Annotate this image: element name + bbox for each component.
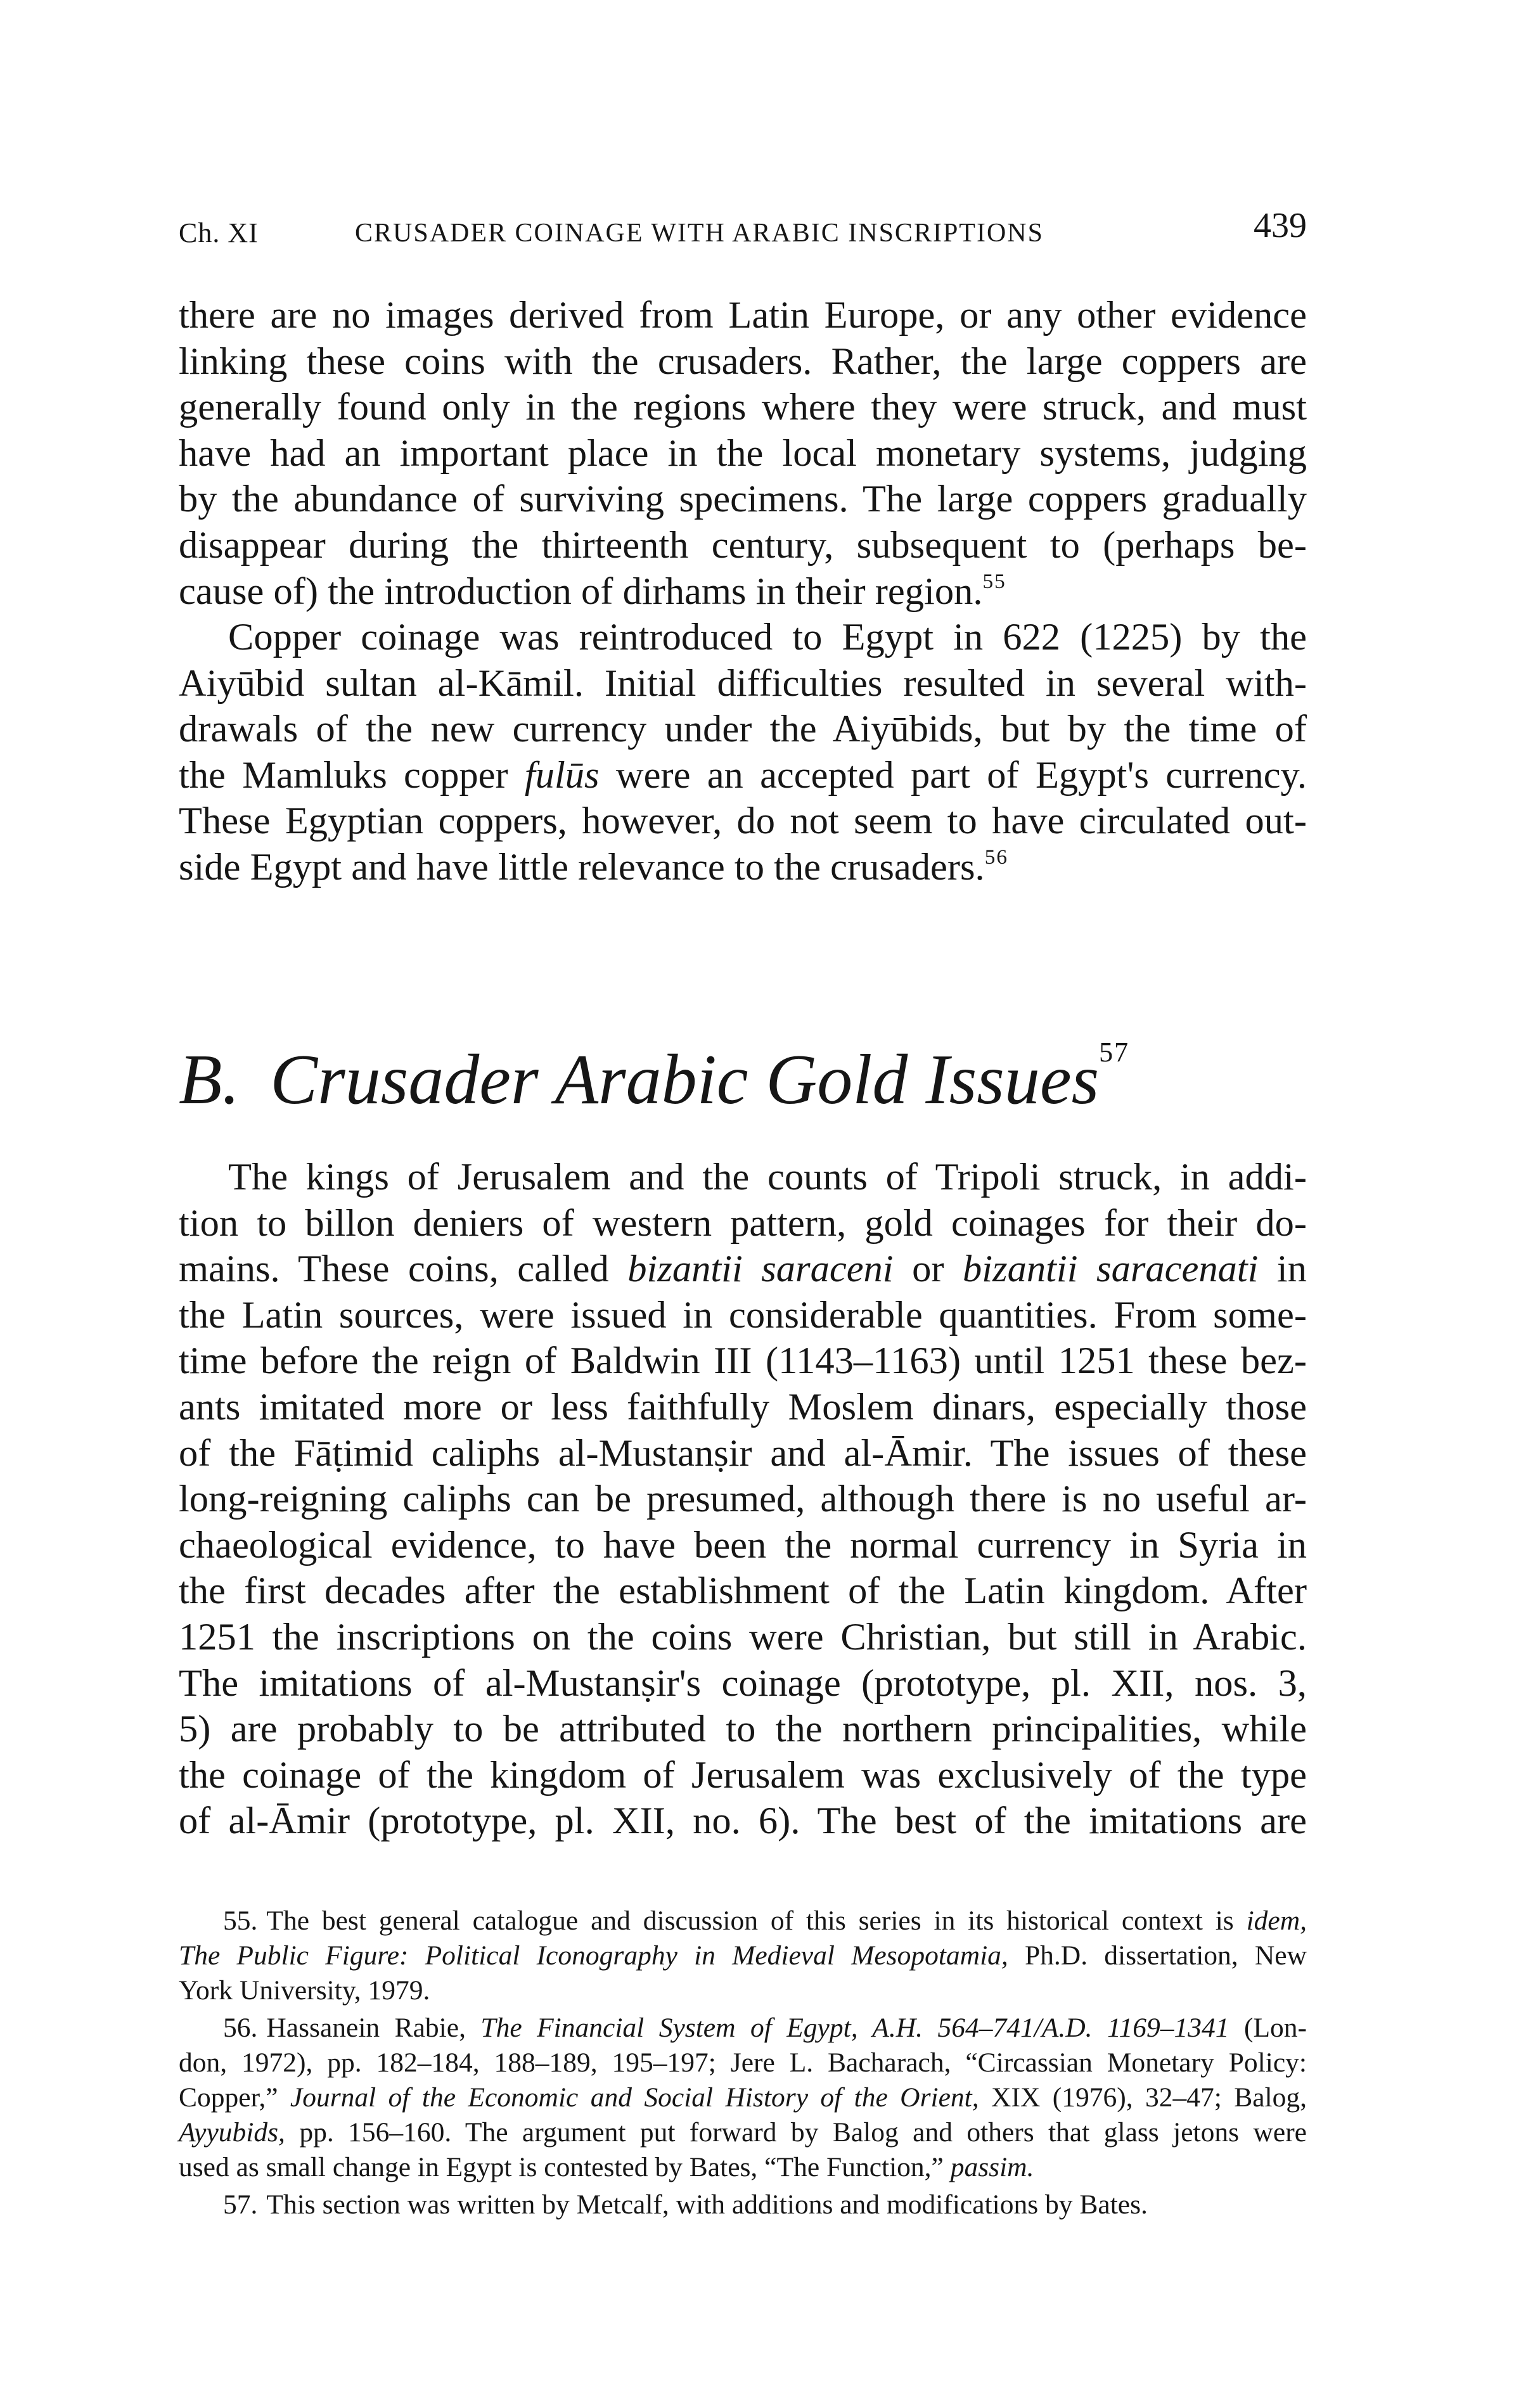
text-line: 1251 the inscriptions on the coins were Christian, but still in Arabic. (179, 1615, 1307, 1658)
text-line: the first decades after the establishment of the Latin kingdom. After (179, 1570, 1307, 1613)
italic-title: Journal of the Economic and Social History of the Orient, (290, 2082, 979, 2113)
text-segment: cause of) the introduction of dirhams in their region. (179, 570, 983, 613)
text-line (179, 753, 1307, 799)
text-segment: pp. 156–160. The argument put forward by Balog and others that glass jetons were (285, 2117, 1307, 2148)
text-segment: Copper,” (179, 2082, 290, 2113)
section-title: Crusader Arabic Gold Issues (270, 1041, 1100, 1119)
text-segment: the Mamluks copper (179, 753, 525, 797)
footnote-57 (179, 2187, 1307, 2222)
footnote-56 (179, 2011, 1307, 2185)
text-line: York University, 1979. (179, 1975, 430, 2006)
text-line: disappear during the thirteenth century, subsequent to (perhaps be- (179, 523, 1307, 567)
text-line (179, 569, 1307, 615)
text-line (179, 2150, 1307, 2185)
text-segment: XIX (1976), 32–47; Balog, (979, 2082, 1307, 2113)
text-line (179, 1246, 1307, 1293)
section-letter: B. (179, 1041, 240, 1119)
text-line (179, 1155, 1307, 1201)
text-line: don, 1972), pp. 182–184, 188–189, 195–197; Jere L. Bacharach, “Circassian Monetary Policy: (179, 2047, 1307, 2078)
footnote-number: 56. (223, 2013, 258, 2043)
text-line: the Latin sources, were issued in considerable quantities. From some- (179, 1293, 1307, 1336)
text-line: by the abundance of surviving specimens. The large coppers gradually (179, 478, 1307, 521)
footnote-ref-56: 56 (984, 845, 1008, 869)
text-segment: Ph.D. dissertation, New (1008, 1940, 1307, 1971)
footnote-ref-55: 55 (982, 569, 1006, 593)
paragraph-2 (179, 615, 1307, 891)
text-line (179, 845, 1307, 891)
text-line (179, 2115, 1307, 2150)
italic-term: bizantii saracenati (963, 1248, 1259, 1291)
text-line: have had an important place in the local monetary systems, judging (179, 432, 1307, 475)
footnote-number: 57. (223, 2189, 258, 2220)
italic-term: bizantii saraceni (627, 1248, 894, 1291)
text-line: tion to billon deniers of western pattern, gold coinages for their do- (179, 1201, 1307, 1245)
chapter-label: Ch. XI (179, 217, 259, 248)
text-line (179, 1904, 1307, 1938)
italic-term: fulūs (524, 753, 600, 797)
text-line: 5) are probably to be attributed to the northern principalities, while (179, 1708, 1307, 1751)
text-line: of the Fāṭimid caliphs al-Mustanṣir and al-Āmir. The issues of these (179, 1431, 1307, 1475)
text-line (179, 2080, 1307, 2115)
text-line: of al-Āmir (prototype, pl. XII, no. 6). The best of the imitations are (179, 1800, 1307, 1843)
text-line: there are no images derived from Latin Europe, or any other evidence (179, 294, 1307, 336)
footnotes (179, 1904, 1307, 2225)
italic-title: The Financial System of Egypt, A.H. 564–741/A.D. 1169–1341 (480, 2013, 1229, 2043)
text-line: These Egyptian coppers, however, do not seem to have circulated out- (179, 800, 1307, 843)
text-line (179, 2011, 1307, 2046)
footnote-number: 55. (223, 1905, 258, 1936)
footnote-ref-57: 57 (1099, 1037, 1130, 1068)
italic-term: passim. (950, 2152, 1034, 2182)
text-segment: Copper coinage was reintroduced to Egypt in 622 (1225) by the (228, 616, 1307, 658)
text-segment: (Lon- (1229, 2013, 1307, 2043)
text-segment: This section was written by Metcalf, with additions and modifications by Bates. (266, 2189, 1148, 2220)
text-segment: used as small change in Egypt is contested by Bates, “The Function,” (179, 2152, 951, 2182)
text-segment: The kings of Jerusalem and the counts of Tripoli struck, in addi- (228, 1156, 1307, 1198)
text-segment: mains. These coins, called (179, 1248, 628, 1291)
paragraph-3 (179, 1155, 1307, 1845)
page-number: 439 (1254, 206, 1307, 245)
text-line (179, 1938, 1307, 1973)
text-segment: were an accepted part of Egypt's currency. (599, 753, 1307, 797)
text-line: ants imitated more or less faithfully Moslem dinars, especially those (179, 1385, 1307, 1428)
text-line (179, 2187, 1307, 2222)
italic-title: Ayyubids, (179, 2117, 285, 2148)
text-segment: in (1258, 1248, 1307, 1291)
text-segment: The best general catalogue and discussion of this series in its historical context is (266, 1905, 1247, 1936)
italic-term: idem, (1246, 1905, 1307, 1936)
text-segment: Hassanein Rabie, (266, 2013, 481, 2043)
text-line: the coinage of the kingdom of Jerusalem was exclusively of the type (179, 1753, 1307, 1796)
running-title: CRUSADER COINAGE WITH ARABIC INSCRIPTIONS (355, 219, 1044, 248)
text-line: generally found only in the regions where they were struck, and must (179, 386, 1307, 429)
text-line (179, 615, 1307, 661)
section-heading (179, 1039, 1129, 1121)
text-segment: side Egypt and have little relevance to the crusaders. (179, 845, 985, 888)
text-line: chaeological evidence, to have been the normal currency in Syria in (179, 1523, 1307, 1566)
running-header (179, 204, 1307, 255)
text-line: drawals of the new currency under the Aiyūbids, but by the time of (179, 708, 1307, 751)
text-line: The imitations of al-Mustanṣir's coinage (prototype, pl. XII, nos. 3, (179, 1662, 1307, 1705)
footnote-55 (179, 1904, 1307, 2008)
text-line: time before the reign of Baldwin III (1143–1163) until 1251 these bez- (179, 1340, 1307, 1383)
text-line: long-reigning caliphs can be presumed, although there is no useful ar- (179, 1478, 1307, 1521)
text-segment: or (893, 1248, 963, 1291)
italic-title: The Public Figure: Political Iconography in Medieval Mesopotamia, (179, 1940, 1008, 1971)
text-line: linking these coins with the crusaders. Rather, the large coppers are (179, 340, 1307, 383)
paragraph-1 (179, 293, 1307, 615)
text-line: Aiyūbid sultan al-Kāmil. Initial difficulties resulted in several with- (179, 662, 1307, 705)
